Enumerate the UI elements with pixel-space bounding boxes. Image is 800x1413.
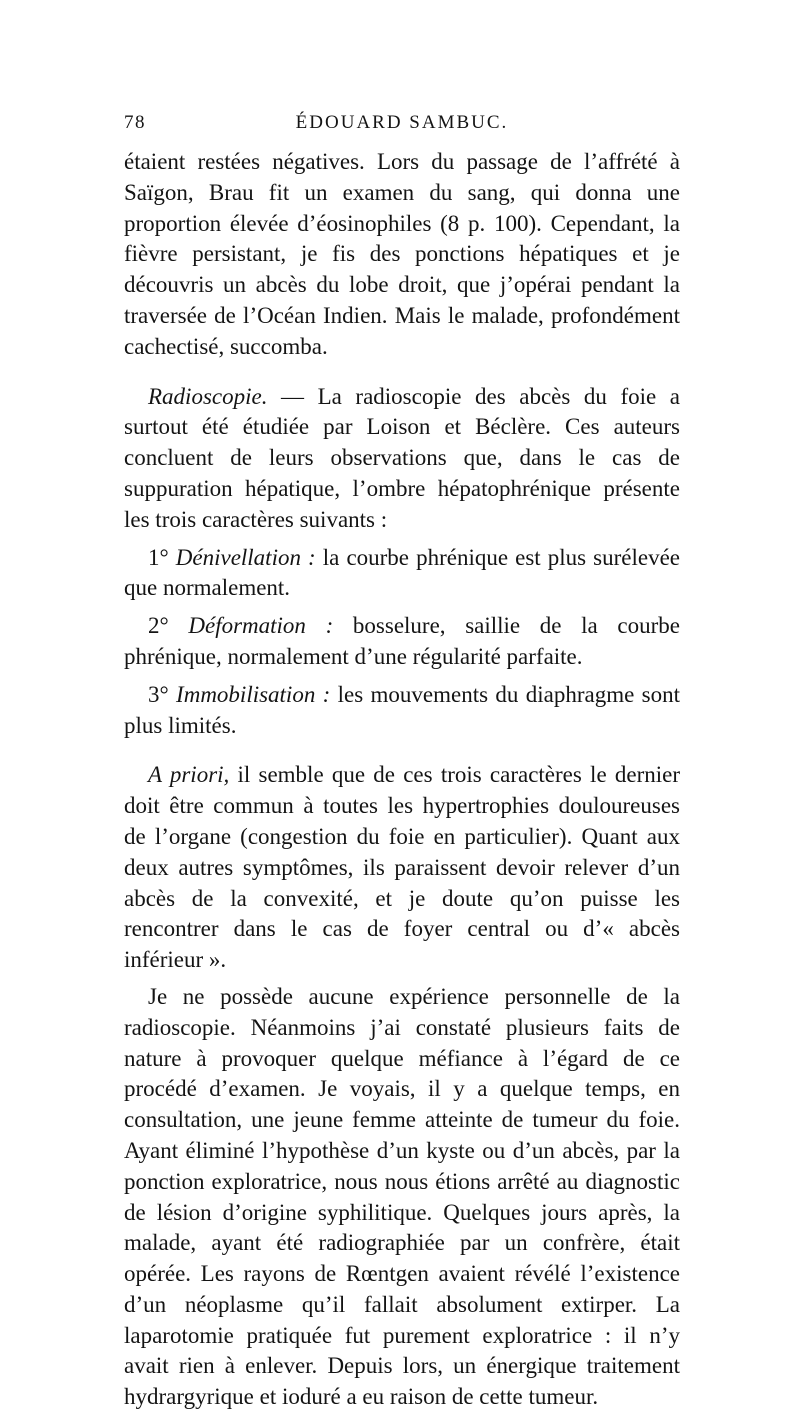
list-term: Immobilisation : (176, 681, 331, 707)
running-title: ÉDOUARD SAMBUC. (295, 112, 509, 133)
list-number: 2° (148, 613, 169, 639)
paragraph-lead-a-priori: A priori, (148, 762, 230, 788)
list-number: 1° (148, 544, 169, 570)
list-item-3 (124, 680, 680, 742)
paragraph-radioscopie-text: — La radioscopie des abcès du foie a surtout été étudiée par Loison et Béclère. Ces auteurs concluent de leurs observations que, dans le cas de suppuration hépatique, l’ombre hépatophrénique présente les trois caractères suivants : (124, 383, 680, 532)
paragraph-a-priori (124, 760, 680, 976)
running-header (124, 112, 680, 142)
list-text: bosselure, saillie de la courbe phrénique, normalement d’une régularité parfaite. (124, 613, 680, 669)
body-text (124, 147, 680, 1413)
list-item-2 (124, 611, 680, 673)
list-number: 3° (148, 681, 169, 707)
list-item-1 (124, 543, 680, 605)
list-text: la courbe phrénique est plus surélevée que normalement. (124, 544, 680, 601)
list-text: les mouvements du diaphragme sont plus limités. (124, 681, 680, 738)
page-number: 78 (124, 112, 146, 133)
paragraph-experience: Je ne possède aucune expérience personnelle de la radioscopie. Néanmoins j’ai constaté plusieurs faits de nature à provoquer quelque méfiance à l’égard de ce procédé d’examen. Je voyais, il y a quelque temps, en consultation, une jeune femme atteinte de tumeur du foie. Ayant éliminé l’hypothèse d’un kyste ou d’un abcès, par la ponction exploratrice, nous nous étions arrêté au diagnostic de lésion d’origine syphilitique. Quelques jours après, la malade, ayant été radiographiée par un confrère, était opérée. Les rayons de Rœntgen avaient révélé l’existence d’un néoplasme qu’il fallait absolument extirper. La laparotomie pratiquée fut purement exploratrice : il n’y avait rien à enlever. Depuis lors, un énergique traitement hydrargyrique et ioduré a eu raison de cette tumeur. (124, 983, 680, 1410)
paragraph-continuation: étaient restées négatives. Lors du passage de l’affrété à Saïgon, Brau fit un examen du sang, qui donna une proportion élevée d’éosinophiles (8 p. 100). Cependant, la fièvre persistant, je fis des ponctions hépatiques et je découvris un abcès du lobe droit, que j’opérai pendant la traversée de l’Océan Indien. Mais le malade, profondément cachectisé, succomba. (124, 149, 680, 359)
list-term: Dénivellation : (175, 544, 316, 570)
paragraph-radioscopie (124, 382, 680, 536)
section-heading-radioscopie: Radioscopie. (148, 383, 268, 409)
paragraph-a-priori-text: il semble que de ces trois caractères le dernier doit être commun à toutes les hypertrophies douloureuses de l’organe (congestion du foie en particulier). Quant aux deux autres symptômes, ils paraissent devoir relever d’un abcès de la convexité, et je doute qu’on puisse les rencontrer dans le cas de foyer central ou d’« abcès inférieur ». (124, 762, 680, 973)
list-term: Déformation : (188, 613, 334, 639)
